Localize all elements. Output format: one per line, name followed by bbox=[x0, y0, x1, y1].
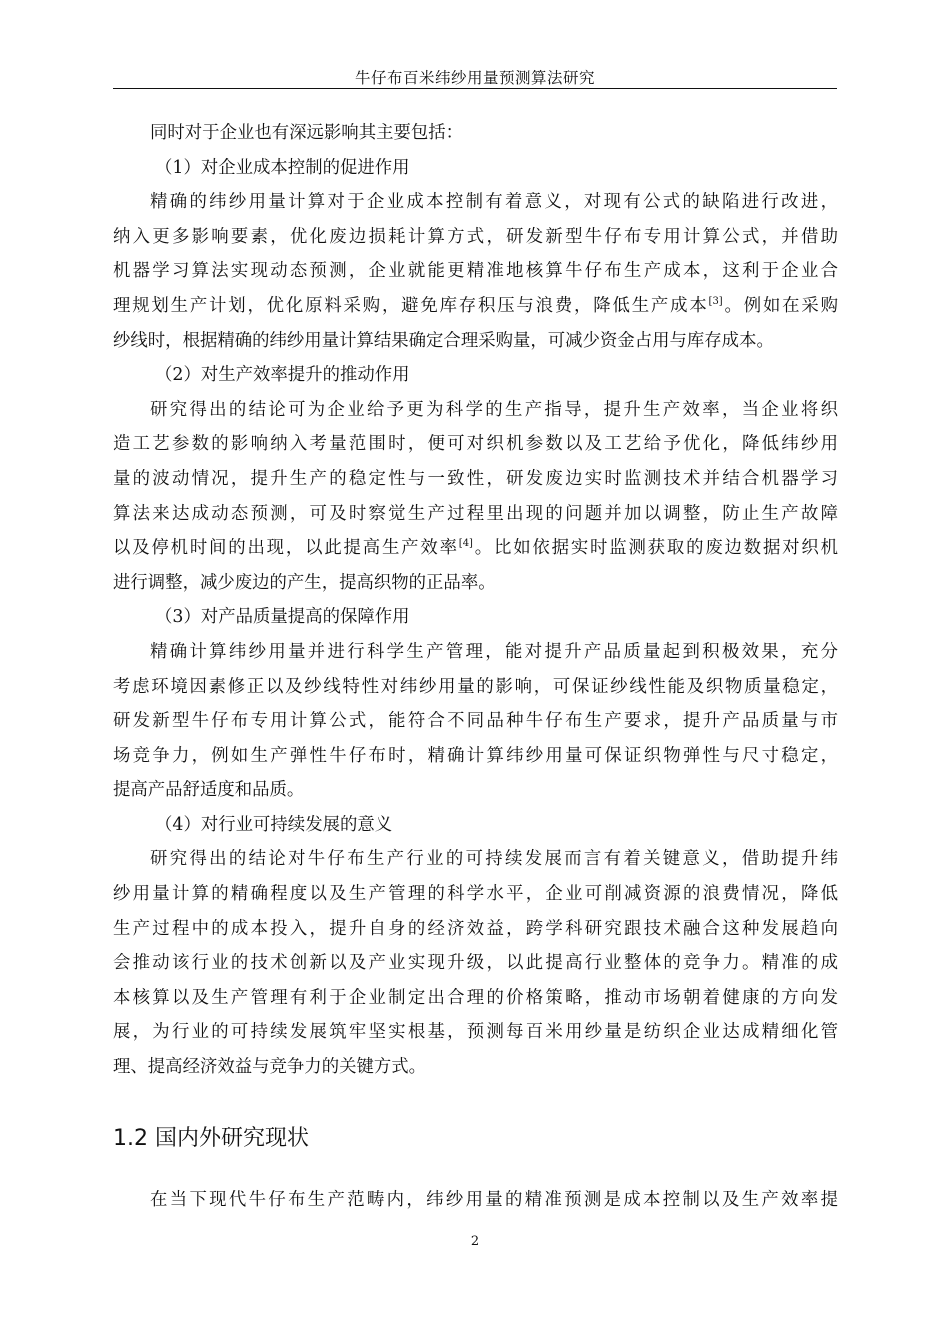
paragraph-line: 同时对于企业也有深远影响其主要包括： bbox=[150, 123, 464, 143]
paragraph-line: 精确的纬纱用量计算对于企业成本控制有着意义，对现有公式的缺陷进行改进， bbox=[150, 192, 838, 213]
subheading-cost-control: （1）对企业成本控制的促进作用 bbox=[155, 157, 410, 178]
paragraph-line bbox=[113, 289, 838, 324]
paragraph-line: 会推动该行业的技术创新以及产业实现升级，以此提高行业整体的竞争力。精准的成 bbox=[113, 953, 838, 974]
paragraph-line: 本核算以及生产管理有利于企业制定出合理的价格策略，推动市场朝着健康的方向发 bbox=[113, 987, 838, 1008]
paragraph-line: 研究得出的结论可为企业给予更为科学的生产指导，提升生产效率，当企业将织 bbox=[150, 399, 838, 420]
subheading-efficiency: （2）对生产效率提升的推动作用 bbox=[155, 365, 410, 386]
paragraph-line: 在当下现代牛仔布生产范畴内，纬纱用量的精准预测是成本控制以及生产效率提 bbox=[150, 1190, 838, 1210]
text-run: 。例如在采购 bbox=[722, 295, 838, 316]
paragraph-line: 机器学习算法实现动态预测，企业就能更精准地核算牛仔布生产成本，这利于企业合 bbox=[113, 261, 838, 282]
paragraph-line: 理、提高经济效益与竞争力的关键方式。 bbox=[113, 1057, 427, 1078]
paragraph-line: 提高产品舒适度和品质。 bbox=[113, 780, 305, 801]
paragraph-line: 展，为行业的可持续发展筑牢坚实根基，预测每百米用纱量是纺织企业达成精细化管 bbox=[113, 1022, 838, 1043]
paragraph-line: 进行调整，减少废边的产生，提高织物的正品率。 bbox=[113, 572, 496, 593]
paragraph-line: 纱线时，根据精确的纬纱用量计算结果确定合理采购量，可减少资金占用与库存成本。 bbox=[113, 330, 774, 351]
paragraph-line: 研究得出的结论对牛仔布生产行业的可持续发展而言有着关键意义，借助提升纬 bbox=[150, 849, 838, 870]
paragraph-line: 研发新型牛仔布专用计算公式，能符合不同品种牛仔布生产要求，提升产品质量与市 bbox=[113, 711, 838, 732]
paragraph-line: 纳入更多影响要素，优化废边损耗计算方式，研发新型牛仔布专用计算公式，并借助 bbox=[113, 226, 838, 247]
subheading-sustainability: （4）对行业可持续发展的意义 bbox=[155, 814, 393, 835]
paragraph-line: 量的波动情况，提升生产的稳定性与一致性，研发废边实时监测技术并结合机器学习 bbox=[113, 468, 838, 489]
paragraph-line: 算法来达成动态预测，可及时察觉生产过程里出现的问题并加以调整，防止生产故障 bbox=[113, 503, 838, 524]
body-text bbox=[113, 116, 838, 1085]
paragraph-line: 精确计算纬纱用量并进行科学生产管理，能对提升产品质量起到积极效果，充分 bbox=[150, 641, 838, 662]
section-heading: 1.2 国内外研究现状 bbox=[113, 1126, 309, 1151]
running-header: 牛仔布百米纬纱用量预测算法研究 bbox=[354, 69, 595, 87]
paragraph-line: 生产过程中的成本投入，提升自身的经济效益，跨学科研究跟技术融合这种发展趋向 bbox=[113, 918, 838, 939]
citation-3[interactable]: [3] bbox=[708, 295, 723, 307]
page-number: 2 bbox=[470, 1234, 480, 1249]
text-run: 理规划生产计划，优化原料采购，避免库存积压与浪费，降低生产成本 bbox=[113, 295, 709, 316]
subheading-quality: （3）对产品质量提高的保障作用 bbox=[155, 607, 410, 628]
paragraph-line: 造工艺参数的影响纳入考量范围时，便可对织机参数以及工艺给予优化，降低纬纱用 bbox=[113, 434, 838, 455]
paragraph-line: 场竞争力，例如生产弹性牛仔布时，精确计算纬纱用量可保证织物弹性与尺寸稳定， bbox=[113, 745, 838, 766]
text-run: 以及停机时间的出现，以此提高生产效率 bbox=[113, 538, 459, 559]
text-run: 。比如依据实时监测获取的废边数据对织机 bbox=[472, 538, 838, 559]
citation-4[interactable]: [4] bbox=[458, 538, 473, 550]
paragraph-line: 纱用量计算的精确程度以及生产管理的科学水平，企业可削减资源的浪费情况，降低 bbox=[113, 884, 838, 905]
header-divider bbox=[113, 88, 837, 89]
paragraph-line: 考虑环境因素修正以及纱线特性对纬纱用量的影响，可保证纱线性能及织物质量稳定， bbox=[113, 676, 838, 697]
paragraph-line bbox=[113, 531, 838, 566]
